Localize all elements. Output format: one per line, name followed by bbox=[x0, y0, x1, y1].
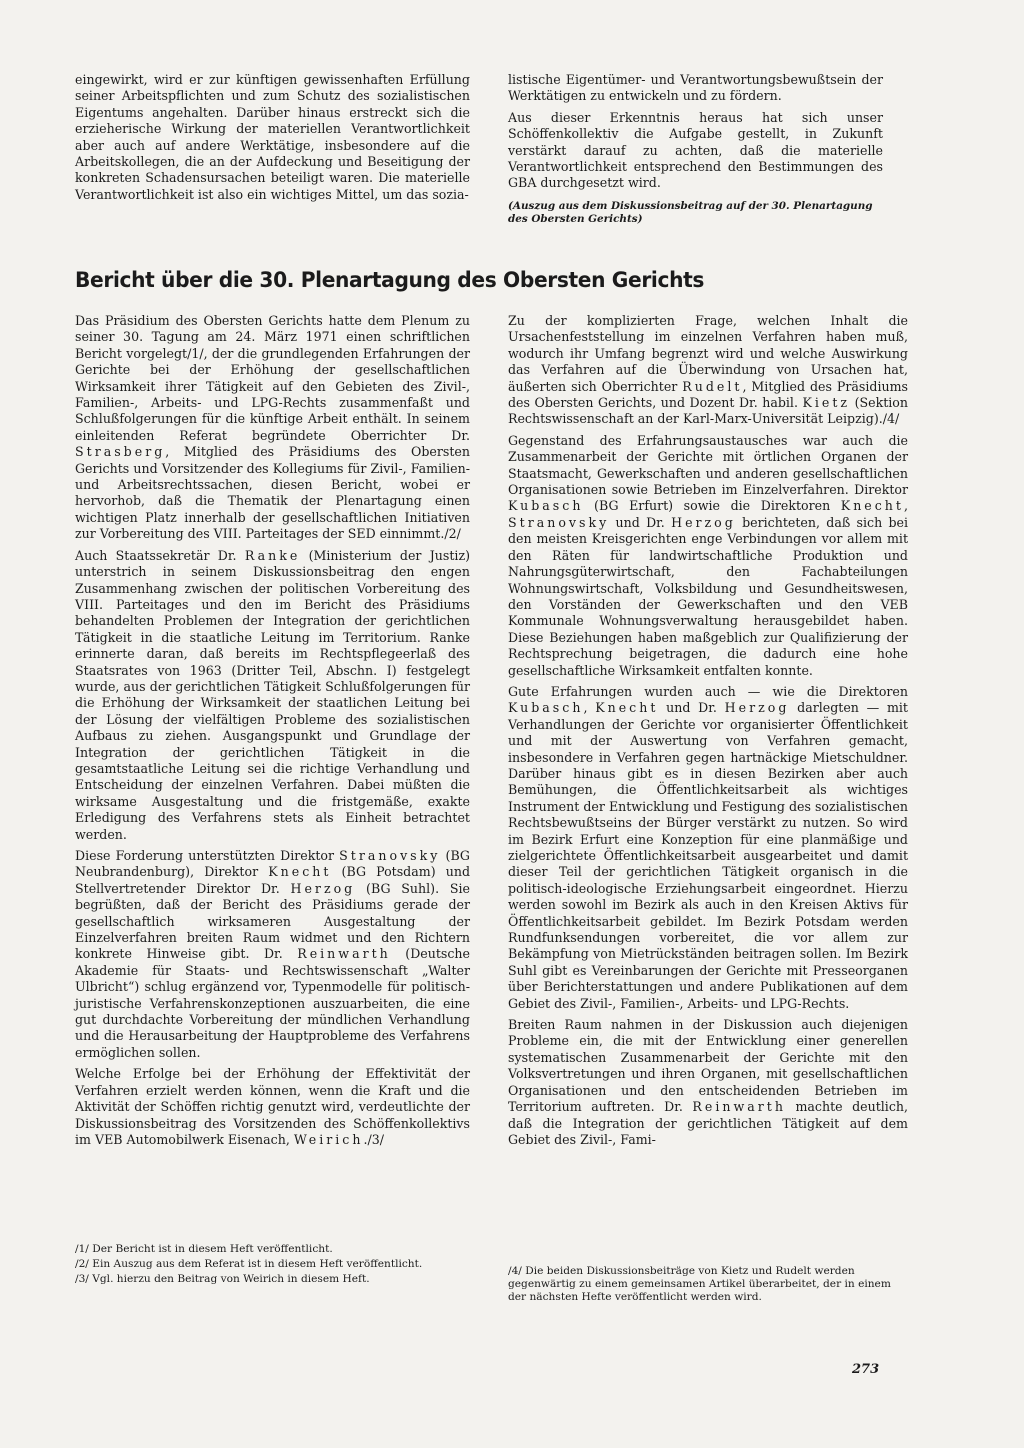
spaced-name: Kubasch bbox=[508, 700, 584, 716]
footnote: /3/ Vgl. hierzu den Beitrag von Weirich in diesem Heft. bbox=[75, 1273, 370, 1285]
paragraph: Gute Erfahrungen wurden auch — wie die Direktoren Kubasch, Knecht und Dr. Herzog darlegten — mit Verhandlungen der Gerichte vor organisierter Öffentlichkeit und mit der Auswertung von Verfahren gemacht, insbesondere in Verfahren gegen hartnäckige Mietschuldner. Darüber hinaus gibt es in diesen Bezirken aber auch Bemühungen, die Öffentlichkeitsarbeit als wichtiges Instrument der Entwicklung und Festigung des sozialistischen Rechtsbewußtseins der Bürger verstärkt zu nutzen. So wird im Bezirk Erfurt eine Konzeption für eine planmäßige und zielgerichtete Öffentlichkeitsarbeit ausgearbeitet und damit dieser Teil der gerichtlichen Tätigkeit organisch in die politisch-ideologische Erziehungsarbeit eingeordnet. Hierzu werden sowohl im Bezirk als auch in den Kreisen Aktivs für Öffentlichkeitsarbeit gebildet. Im Bezirk Potsdam werden Rundfunksendungen vorbereitet, die vor allem zur Bekämpfung von Mietrückständen beitragen sollen. Im Bezirk Suhl gibt es Vereinbarungen der Gerichte mit Presseorganen über Berichterstattungen und andere Publikationen auf dem Gebiet des Zivil-, Familien-, Arbeits- und LPG-Rechts. bbox=[508, 683, 908, 1011]
footnotes-right bbox=[508, 1265, 898, 1306]
top-right-paragraph-1: listische Eigentümer- und Verantwortungsbewußtsein der Werktätigen zu entwickeln und zu fördern. bbox=[508, 72, 883, 104]
page-number: 273 bbox=[852, 1362, 880, 1377]
paragraph: Welche Erfolge bei der Erhöhung der Effektivität der Verfahren erzielt werden können, wenn die Kraft und die Aktivität der Schöffen richtig genutzt wird, verdeutlichte der Diskussionsbeitrag des Vorsitzenden des Schöffenkollektivs im VEB Automobilwerk Eisenach, Weirich./3/ bbox=[75, 1066, 470, 1147]
spaced-name: Rudelt bbox=[682, 378, 743, 394]
spaced-name: Kietz bbox=[802, 395, 851, 411]
spaced-name: Strasberg bbox=[75, 444, 166, 460]
spaced-name: Kubasch bbox=[508, 498, 584, 514]
spaced-name: Stranovsky bbox=[508, 514, 610, 530]
paragraph: Das Präsidium des Obersten Gerichts hatte dem Plenum zu seiner 30. Tagung am 24. März 1971 einen schriftlichen Bericht vorgelegt/1/, der die grundlegenden Erfahrungen der Gerichte bei der Erhöhung der gesellschaftlichen Wirksamkeit ihrer Tätigkeit auf den Gebieten des Zivil-, Familien-, Arbeits- und LPG-Rechts zusammenfaßt und Schlußfolgerungen für die künftige Arbeit enthält. In seinem einleitenden Referat begründete Oberrichter Dr. Strasberg, Mitglied des Präsidiums des Obersten Gerichts und Vorsitzender des Kollegiums für Zivil-, Familien- und Arbeitsrechtssachen, diesen Bericht, wobei er hervorhob, daß die Thematik der Plenartagung einen wichtigen Platz innerhalb der gesellschaftlichen Initiativen zur Vorbereitung des VIII. Parteitages der SED einnimmt./2/ bbox=[75, 313, 470, 542]
citation: (Auszug aus dem Diskussionsbeitrag auf der 30. Plenartagung des Obersten Gerichts) bbox=[508, 199, 873, 225]
footnote: /2/ Ein Auszug aus dem Referat ist in diesem Heft veröffentlicht. bbox=[75, 1258, 423, 1270]
footnote: /4/ Die beiden Diskussionsbeiträge von Kietz und Rudelt werden gegenwärtig zu einem gemeinsamen Artikel überarbeitet, der in einem der nächsten Hefte veröffentlicht werden wird. bbox=[508, 1265, 891, 1303]
spaced-name: Knecht bbox=[268, 864, 332, 880]
spaced-name: Stranovsky bbox=[339, 848, 441, 863]
paragraph: Gegenstand des Erfahrungsaustausches war auch die Zusammenarbeit der Gerichte mit örtlichen Organen der Staatsmacht, Gewerkschaften und anderen gesellschaftlichen Organisationen sowie Betrieben im Einzelverfahren. Direktor Kubasch (BG Erfurt) sowie die Direktoren Knecht, Stranovsky und Dr. Herzog berichteten, daß sich bei den meisten Kreisgerichten enge Verbindungen vor allem mit den Räten für landwirtschaftliche Produktion und Nahrungsgüterwirtschaft, den Fachabteilungen Wohnungswirtschaft, Volksbildung und Gesundheitswesen, den Vorständen der Gewerkschaften und den VEB Kommunale Wohnungsverwaltung herausgebildet haben. Diese Beziehungen haben maßgeblich zur Qualifizierung der Rechtsprechung beigetragen, die dadurch eine hohe gesellschaftliche Wirksamkeit entfalten konnte. bbox=[508, 432, 909, 678]
spaced-name: Reinwarth bbox=[297, 946, 391, 962]
spaced-name: Herzog bbox=[671, 514, 736, 530]
spaced-name: Herzog bbox=[290, 880, 356, 896]
top-left-text: eingewirkt, wird er zur künftigen gewissenhaften Erfüllung seiner Arbeitspflichten und zum Schutz des sozialistischen Eigentums angehalten. Darüber hinaus erstreckt sich die erzieherische Wirkung der materiellen Verantwortlichkeit aber auch auf andere Werktätige, insbesondere auf die Arbeitskollegen, die an der Aufdeckung und Beseitigung der konkreten Schadensursachen beteiligt waren. Die materielle Verantwortlichkeit ist also ein wichtiges Mittel, um das sozia- bbox=[75, 72, 470, 202]
paragraph: Breiten Raum nahmen in der Diskussion auch diejenigen Probleme ein, die mit der Entwicklung einer generellen systematischen Zusammenarbeit der Gerichte mit den Volksvertretungen und ihren Organen, mit gesellschaftlichen Organisationen und den entscheidenden Betrieben im Territorium auftreten. Dr. Reinwarth machte deutlich, daß die Integration der gerichtlichen Tätigkeit auf dem Gebiet des Zivil-, Fami- bbox=[508, 1017, 909, 1147]
main-right-column bbox=[508, 313, 908, 1153]
main-left-column bbox=[75, 313, 470, 1153]
spaced-name: Ranke bbox=[244, 547, 301, 563]
paragraph: Auch Staatssekretär Dr. Ranke (Ministerium der Justiz) unterstrich in seinem Diskussionsbeitrag den engen Zusammenhang zwischen der politischen Vorbereitung des VIII. Parteitages und den im Bericht des Präsidiums behandelten Problemen der Integration der gerichtlichen Tätigkeit in die staatliche Leitung im Territorium. Ranke erinnerte daran, daß bereits im Rechtspflegeerlaß des Staatsrates von 1963 (Dritter Teil, Abschn. I) festgelegt wurde, aus der gerichtlichen Tätigkeit Schlußfolgerungen für die Erhöhung der Wirksamkeit der staatlichen Leitung bei der Lösung der vielfältigen Probleme des sozialistischen Aufbaus zu ziehen. Ausgangspunkt und Grundlage der Integration der gerichtlichen Tätigkeit in die gesamtstaatliche Leitung sei die richtige Verhandlung und Entscheidung der einzelnen Verfahren. Dabei müßten die wirksame Ausgestaltung und die fristgemäße, exakte Erledigung des Verfahrens stets als Einheit betrachtet werden. bbox=[75, 547, 470, 842]
spaced-name: Reinwarth bbox=[692, 1099, 786, 1115]
paragraph: Zu der komplizierten Frage, welchen Inhalt die Ursachenfeststellung im einzelnen Verfahren haben muß, wodurch ihr Umfang begrenzt wird und welche Auswirkung das Verfahren auf die Überwindung von Ursachen hat, äußerten sich Oberrichter Rudelt, Mitglied des Präsidiums des Obersten Gerichts, und Dozent Dr. habil. Kietz (Sektion Rechtswissenschaft an der Karl-Marx-Universität Leipzig)./4/ bbox=[508, 313, 908, 427]
spaced-name: Herzog bbox=[724, 700, 790, 716]
spaced-name: Knecht bbox=[840, 498, 904, 514]
top-right-paragraph-2: Aus dieser Erkenntnis heraus hat sich unser Schöffenkollektiv die Aufgabe gestellt, in Zukunft verstärkt darauf zu achten, daß die materielle Verantwortlichkeit entsprechend den Bestimmungen des GBA durchgesetzt wird. bbox=[508, 109, 883, 191]
footnote: /1/ Der Bericht ist in diesem Heft veröffentlicht. bbox=[75, 1243, 333, 1255]
footnotes-left bbox=[75, 1243, 470, 1288]
article-heading: Bericht über die 30. Plenartagung des Obersten Gerichts bbox=[75, 268, 705, 293]
spaced-name: Knecht bbox=[595, 700, 659, 716]
top-right-column bbox=[508, 72, 883, 226]
paragraph: Diese Forderung unterstützten Direktor Stranovsky (BG Neubrandenburg), Direktor Knecht (BG Potsdam) und Stellvertretender Direktor Dr. Herzog (BG Suhl). Sie begrüßten, daß der Bericht des Präsidiums gerade der gesellschaftlich wirksameren Ausgestaltung der Einzelverfahren breiten Raum widmet und den Richtern konkrete Hinweise gibt. Dr. Reinwarth (Deutsche Akademie für Staats- und Rechtswissenschaft „Walter Ulbricht“) schlug ergänzend vor, Typenmodelle für politisch-juristische Verfahrenskonzeptionen auszuarbeiten, die eine gut durchdachte Vorbereitung der mündlichen Verhandlung und die Herausarbeitung der Hauptprobleme des Verfahrens ermöglichen sollen. bbox=[75, 848, 471, 1060]
spaced-name: Weirich bbox=[293, 1131, 364, 1147]
top-left-column bbox=[75, 72, 470, 208]
